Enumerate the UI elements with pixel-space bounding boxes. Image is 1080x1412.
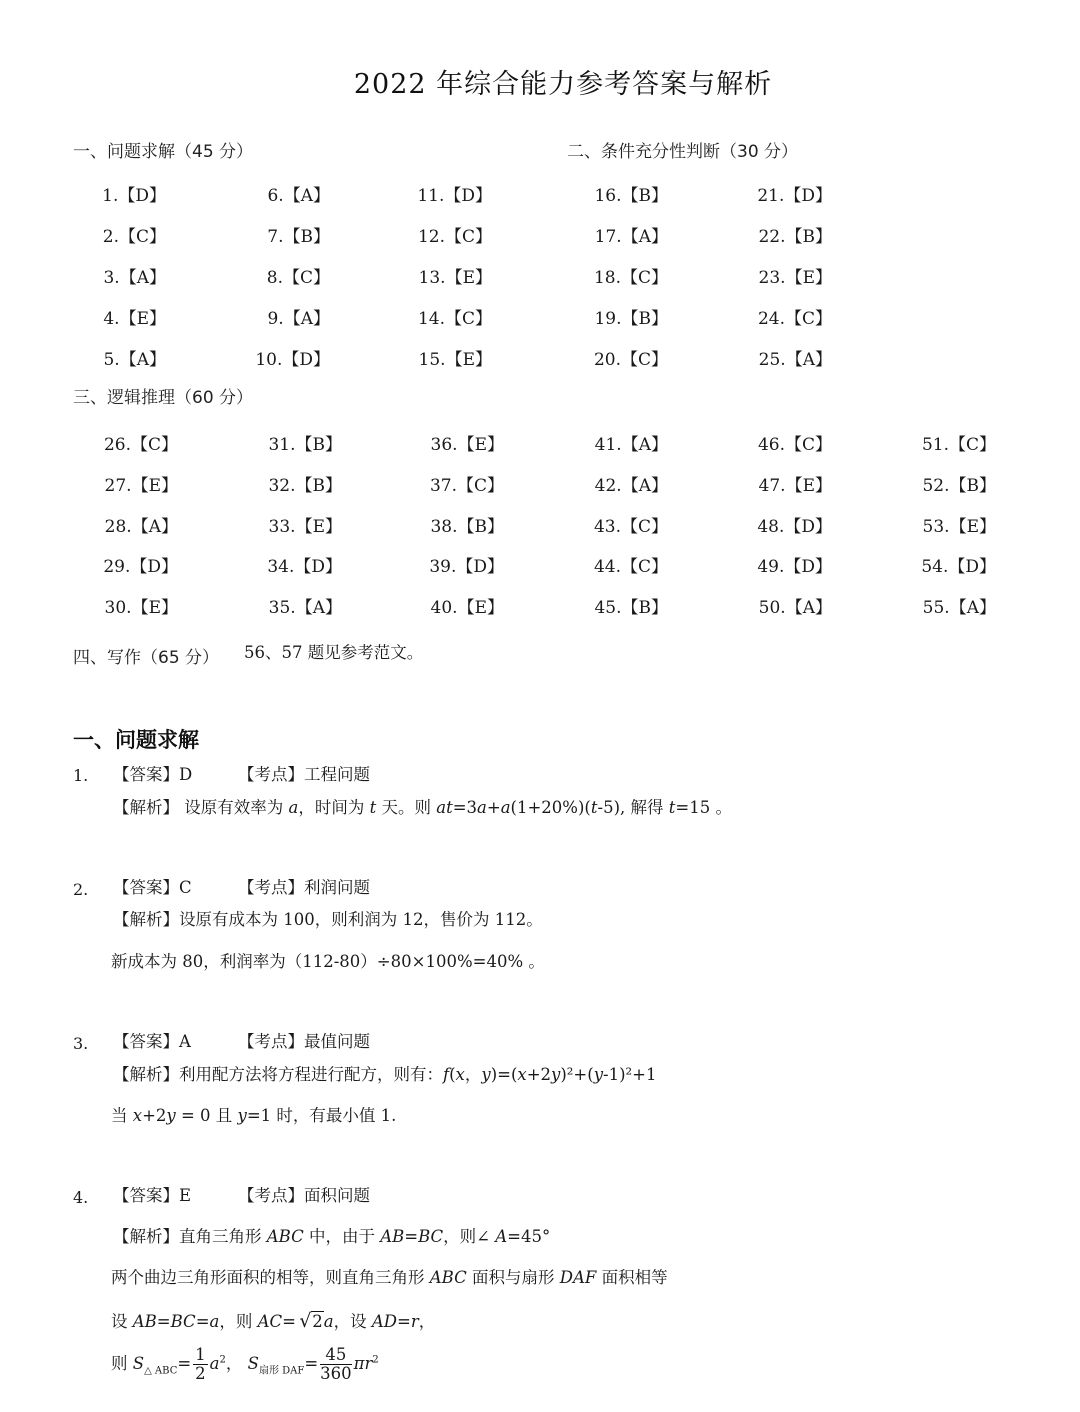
answer-item bbox=[230, 263, 330, 288]
answer-letter: 【B】 bbox=[949, 476, 996, 496]
answer-item bbox=[568, 471, 668, 496]
writing-note: 56、57 题见参考范文。 bbox=[244, 643, 424, 662]
answer-letter: 【D】 bbox=[784, 186, 832, 206]
answer-number: 33. bbox=[268, 517, 296, 537]
answer-label: 【答案】D bbox=[113, 765, 193, 784]
answer-letter: 【A】 bbox=[131, 517, 178, 537]
answer-letter: 【E】 bbox=[457, 598, 504, 618]
answer-number: 27. bbox=[104, 476, 132, 496]
answer-letter: 【C】 bbox=[620, 350, 668, 370]
answer-letter: 【B】 bbox=[621, 309, 668, 329]
answer-item bbox=[896, 471, 996, 496]
question-number: 3. bbox=[73, 1034, 89, 1053]
answer-item bbox=[732, 345, 832, 370]
answer-number: 54. bbox=[921, 557, 949, 577]
answer-letter: 【A】 bbox=[119, 268, 166, 288]
answer-letter: 【C】 bbox=[118, 227, 166, 247]
answer-number: 37. bbox=[429, 476, 457, 496]
answer-item bbox=[66, 222, 166, 247]
answer-item bbox=[66, 345, 166, 370]
answer-item bbox=[66, 181, 166, 206]
answer-item bbox=[732, 512, 832, 537]
answer-letter: 【D】 bbox=[282, 350, 330, 370]
answer-number: 32. bbox=[268, 476, 296, 496]
answer-number: 23. bbox=[758, 268, 786, 288]
answer-letter: 【B】 bbox=[295, 476, 342, 496]
answer-item bbox=[896, 593, 996, 618]
answer-item bbox=[568, 345, 668, 370]
answer-item bbox=[404, 593, 504, 618]
answer-item bbox=[404, 471, 504, 496]
answer-item bbox=[242, 471, 342, 496]
explanation-line: 当 x+2y = 0 且 y=1 时，有最小值 1. bbox=[111, 1106, 397, 1125]
answer-number: 38. bbox=[430, 517, 458, 537]
answer-letter: 【B】 bbox=[295, 435, 342, 455]
answer-item bbox=[66, 304, 166, 329]
answer-number: 26. bbox=[103, 435, 131, 455]
answer-item bbox=[732, 181, 832, 206]
answer-letter: 【D】 bbox=[130, 557, 178, 577]
answer-item bbox=[242, 430, 342, 455]
answer-number: 13. bbox=[418, 268, 446, 288]
topic-label: 【考点】面积问题 bbox=[238, 1186, 370, 1205]
answer-number: 17. bbox=[594, 227, 622, 247]
page-title: 2022 年综合能力参考答案与解析 bbox=[353, 69, 773, 100]
answer-number: 43. bbox=[593, 517, 621, 537]
answer-item bbox=[392, 222, 492, 247]
answer-number: 1. bbox=[102, 186, 119, 206]
answer-number: 29. bbox=[103, 557, 131, 577]
answer-number: 40. bbox=[430, 598, 458, 618]
answer-number: 55. bbox=[922, 598, 950, 618]
answer-letter: 【E】 bbox=[445, 268, 492, 288]
answer-item bbox=[230, 222, 330, 247]
answer-letter: 【D】 bbox=[444, 186, 492, 206]
answer-letter: 【E】 bbox=[949, 517, 996, 537]
question-number: 2. bbox=[73, 880, 89, 899]
answer-item bbox=[568, 430, 668, 455]
explanation-line: 两个曲边三角形面积的相等，则直角三角形 ABC 面积与扇形 DAF 面积相等 bbox=[111, 1268, 668, 1287]
answer-item bbox=[568, 512, 668, 537]
answer-label: 【答案】A bbox=[113, 1032, 191, 1051]
answer-letter: 【C】 bbox=[282, 268, 330, 288]
answer-letter: 【C】 bbox=[456, 476, 504, 496]
answer-number: 21. bbox=[757, 186, 785, 206]
answer-number: 7. bbox=[267, 227, 284, 247]
section-heading-logic: 三、逻辑推理（60 分） bbox=[73, 388, 254, 408]
answer-item bbox=[230, 345, 330, 370]
answer-number: 14. bbox=[417, 309, 445, 329]
answer-number: 9. bbox=[267, 309, 284, 329]
answer-number: 42. bbox=[594, 476, 622, 496]
fraction: $\frac{45}{360}$ bbox=[320, 1345, 352, 1384]
section-heading-sufficiency: 二、条件充分性判断（30 分） bbox=[567, 142, 799, 162]
answer-number: 3. bbox=[103, 268, 120, 288]
answer-number: 41. bbox=[594, 435, 622, 455]
answer-item bbox=[568, 304, 668, 329]
topic-label: 【考点】最值问题 bbox=[238, 1032, 370, 1051]
answer-item bbox=[78, 593, 178, 618]
answer-number: 34. bbox=[267, 557, 295, 577]
answer-item bbox=[896, 430, 996, 455]
answer-letter: 【A】 bbox=[785, 598, 832, 618]
answer-number: 31. bbox=[268, 435, 296, 455]
answer-item bbox=[392, 181, 492, 206]
answer-number: 48. bbox=[757, 517, 785, 537]
answer-item bbox=[732, 471, 832, 496]
answer-letter: 【E】 bbox=[785, 476, 832, 496]
answer-item bbox=[66, 263, 166, 288]
answer-letter: 【E】 bbox=[131, 598, 178, 618]
answer-item bbox=[78, 552, 178, 577]
answer-number: 30. bbox=[104, 598, 132, 618]
answer-number: 10. bbox=[255, 350, 283, 370]
answer-item bbox=[568, 181, 668, 206]
answer-letter: 【B】 bbox=[621, 186, 668, 206]
answer-number: 5. bbox=[103, 350, 120, 370]
fraction: $\frac{1}{2}$ bbox=[195, 1345, 206, 1384]
answer-number: 15. bbox=[418, 350, 446, 370]
answer-letter: 【A】 bbox=[785, 350, 832, 370]
answer-letter: 【C】 bbox=[784, 309, 832, 329]
answer-item bbox=[732, 593, 832, 618]
answer-number: 11. bbox=[417, 186, 445, 206]
answer-item bbox=[78, 430, 178, 455]
answer-letter: 【E】 bbox=[295, 517, 342, 537]
answer-item bbox=[896, 552, 996, 577]
answer-letter: 【C】 bbox=[130, 435, 178, 455]
answer-item bbox=[78, 471, 178, 496]
answer-item bbox=[568, 263, 668, 288]
answer-item bbox=[568, 222, 668, 247]
answer-number: 47. bbox=[758, 476, 786, 496]
answer-item bbox=[404, 512, 504, 537]
answer-letter: 【B】 bbox=[621, 598, 668, 618]
section-heading-problem-solving: 一、问题求解（45 分） bbox=[73, 142, 254, 162]
topic-label: 【考点】工程问题 bbox=[238, 765, 370, 784]
answer-item bbox=[896, 512, 996, 537]
answer-letter: 【A】 bbox=[621, 435, 668, 455]
topic-label: 【考点】利润问题 bbox=[238, 878, 370, 897]
answer-number: 52. bbox=[922, 476, 950, 496]
answer-number: 24. bbox=[757, 309, 785, 329]
answer-number: 4. bbox=[103, 309, 120, 329]
answer-number: 16. bbox=[594, 186, 622, 206]
answer-letter: 【A】 bbox=[283, 309, 330, 329]
answer-letter: 【A】 bbox=[621, 476, 668, 496]
answer-number: 18. bbox=[593, 268, 621, 288]
answer-item bbox=[392, 345, 492, 370]
answer-number: 2. bbox=[102, 227, 119, 247]
answer-letter: 【C】 bbox=[620, 557, 668, 577]
answer-letter: 【C】 bbox=[784, 435, 832, 455]
question-number: 4. bbox=[73, 1188, 89, 1207]
answer-item bbox=[732, 263, 832, 288]
answer-item bbox=[392, 263, 492, 288]
answer-item bbox=[732, 222, 832, 247]
answer-number: 19. bbox=[594, 309, 622, 329]
explanation: 【解析】 设原有效率为 a，时间为 t 天。则 at=3a+a(1+20%)(t-5), 解得 t=15 。 bbox=[113, 798, 732, 817]
answer-item bbox=[78, 512, 178, 537]
explanation: 【解析】直角三角形 ABC 中，由于 AB=BC，则∠ A=45° bbox=[113, 1227, 551, 1246]
answer-number: 45. bbox=[594, 598, 622, 618]
answer-letter: 【E】 bbox=[445, 350, 492, 370]
answer-letter: 【C】 bbox=[948, 435, 996, 455]
answer-letter: 【C】 bbox=[444, 227, 492, 247]
answer-item bbox=[242, 512, 342, 537]
answer-letter: 【E】 bbox=[131, 476, 178, 496]
sqrt-symbol: √ 2 bbox=[301, 1312, 324, 1332]
answer-letter: 【B】 bbox=[283, 227, 330, 247]
answer-number: 44. bbox=[593, 557, 621, 577]
explanation-line: 设 AB=BC=a，则 AC= √ 2a，设 AD=r， bbox=[111, 1312, 435, 1332]
answer-letter: 【B】 bbox=[785, 227, 832, 247]
answer-item bbox=[732, 552, 832, 577]
answer-number: 46. bbox=[757, 435, 785, 455]
answer-number: 53. bbox=[922, 517, 950, 537]
formula-line: 则 $S_{\triangle ABC}=$ $\frac{1}{2}$ $a^2$， $S_{扇形 DAF}=$ $\frac{45}{360}$ $\pi r^2$ bbox=[111, 1345, 379, 1384]
answer-letter: 【D】 bbox=[784, 557, 832, 577]
answer-number: 51. bbox=[921, 435, 949, 455]
answer-letter: 【A】 bbox=[295, 598, 342, 618]
answer-number: 12. bbox=[417, 227, 445, 247]
analysis-heading: 一、问题求解 bbox=[73, 728, 199, 752]
question-number: 1. bbox=[73, 766, 89, 785]
answer-letter: 【E】 bbox=[785, 268, 832, 288]
answer-letter: 【D】 bbox=[294, 557, 342, 577]
explanation: 【解析】利用配方法将方程进行配方，则有：f(x，y)=(x+2y)²+(y-1)²+1 bbox=[113, 1065, 657, 1084]
section-heading-writing: 四、写作（65 分） bbox=[73, 648, 220, 668]
answer-letter: 【A】 bbox=[119, 350, 166, 370]
answer-item bbox=[568, 552, 668, 577]
answer-letter: 【E】 bbox=[457, 435, 504, 455]
answer-number: 8. bbox=[266, 268, 283, 288]
answer-number: 20. bbox=[593, 350, 621, 370]
answer-item bbox=[242, 593, 342, 618]
answer-letter: 【A】 bbox=[621, 227, 668, 247]
answer-number: 39. bbox=[429, 557, 457, 577]
answer-item bbox=[568, 593, 668, 618]
answer-letter: 【A】 bbox=[949, 598, 996, 618]
answer-number: 49. bbox=[757, 557, 785, 577]
answer-letter: 【C】 bbox=[444, 309, 492, 329]
answer-number: 35. bbox=[268, 598, 296, 618]
answer-number: 6. bbox=[267, 186, 284, 206]
answer-item bbox=[242, 552, 342, 577]
explanation-line: 新成本为 80，利润率为（112-80）÷80×100%=40% 。 bbox=[111, 952, 545, 971]
answer-item bbox=[230, 181, 330, 206]
answer-number: 28. bbox=[104, 517, 132, 537]
answer-item bbox=[404, 430, 504, 455]
answer-letter: 【D】 bbox=[118, 186, 166, 206]
answer-letter: 【D】 bbox=[784, 517, 832, 537]
answer-letter: 【C】 bbox=[620, 517, 668, 537]
answer-number: 50. bbox=[758, 598, 786, 618]
answer-letter: 【B】 bbox=[457, 517, 504, 537]
answer-item bbox=[732, 430, 832, 455]
answer-item bbox=[230, 304, 330, 329]
answer-number: 36. bbox=[430, 435, 458, 455]
answer-number: 22. bbox=[758, 227, 786, 247]
answer-number: 25. bbox=[758, 350, 786, 370]
answer-letter: 【C】 bbox=[620, 268, 668, 288]
explanation: 【解析】设原有成本为 100，则利润为 12，售价为 112。 bbox=[113, 910, 543, 929]
answer-letter: 【D】 bbox=[948, 557, 996, 577]
answer-item bbox=[392, 304, 492, 329]
answer-letter: 【D】 bbox=[456, 557, 504, 577]
answer-item bbox=[732, 304, 832, 329]
answer-letter: 【A】 bbox=[283, 186, 330, 206]
answer-item bbox=[404, 552, 504, 577]
answer-letter: 【E】 bbox=[119, 309, 166, 329]
answer-label: 【答案】E bbox=[113, 1186, 192, 1205]
answer-label: 【答案】C bbox=[113, 878, 192, 897]
